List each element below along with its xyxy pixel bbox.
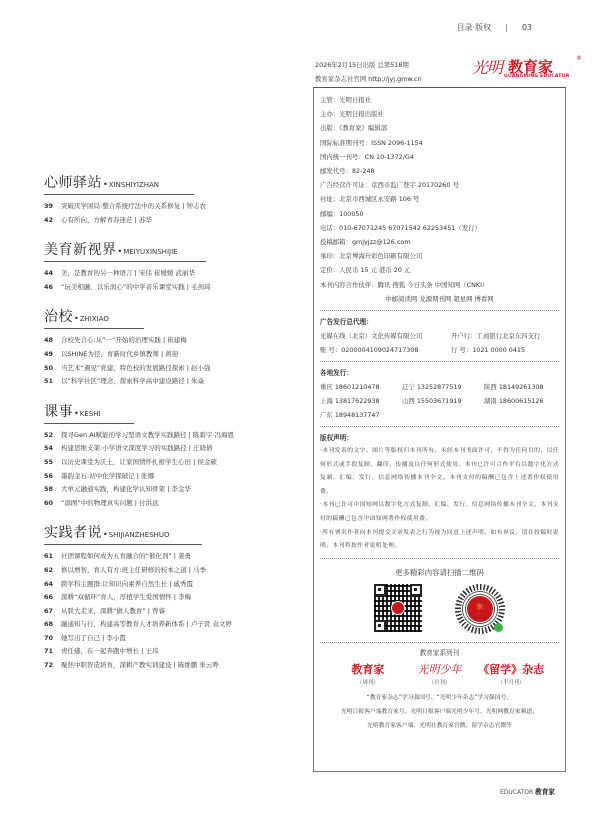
section-pinyin: SHIJIANZHESHUO: [108, 531, 170, 540]
page-number: 39: [44, 202, 54, 210]
section-pinyin: ZHIXIAO: [79, 315, 109, 324]
toc-entry[interactable]: [44, 550, 304, 564]
section-title: 美育新视界: [44, 242, 117, 259]
registered-mark: ®: [576, 55, 582, 62]
page-number: 60: [44, 498, 54, 507]
page-number: 51: [44, 377, 54, 386]
distribution-entry: 山西 15503671919: [402, 397, 462, 406]
page-number: 42: [44, 215, 54, 224]
masthead-line: 广告经营许可证：京西市监广登字 20170260 号: [320, 181, 459, 190]
masthead-line: 投稿邮箱：gmjyjzz@126.com: [320, 238, 411, 247]
page-number: 70: [44, 633, 54, 642]
series-description: “教育家杂志”学习强国号、“光明少年杂志”学习强国号、: [366, 694, 513, 701]
entry-title: “添图”中的物理真实问题 | 付洪远: [61, 498, 159, 507]
toc-entry[interactable]: [44, 214, 304, 228]
series-name: 光明少年: [417, 662, 462, 676]
distribution-block: [320, 366, 559, 422]
logo-script: 光明: [472, 58, 503, 77]
section-title: 课事: [44, 403, 73, 420]
series-description: 光明教育家客户端、光明社教育家官微、留学杂志官微等: [367, 722, 512, 729]
toc-entry[interactable]: [44, 591, 304, 605]
divider: [320, 642, 559, 643]
qr-logo-icon: [391, 601, 405, 615]
page-number: 71: [44, 647, 54, 656]
sun-logo-icon: ☼: [467, 596, 493, 622]
masthead-box: [313, 87, 566, 772]
entry-title: 探寻Gen AI赋能的学习型语文教学实践路径 | 陈碧宇 冯海恩: [61, 430, 234, 439]
section-title: 心师驿站: [44, 175, 102, 191]
page-number: 67: [44, 606, 54, 615]
agent-company: 光媒在线（北京）文化传媒有限公司: [320, 332, 423, 341]
publication-info: [315, 58, 422, 86]
page-number: 56: [44, 471, 54, 480]
masthead-line: 邮发代号：82-248: [320, 167, 375, 176]
toc-entry[interactable]: [44, 470, 304, 484]
running-head-section: 目录·版权: [456, 23, 492, 32]
entry-title: 心有所向，方解青春迷茫 | 苏华: [61, 215, 152, 224]
bullet-dot: •: [74, 408, 79, 418]
toc-entry[interactable]: [44, 334, 304, 348]
footer-english: EDUCATOR: [500, 789, 534, 796]
masthead-line: 国际标准期刊号：ISSN 2096-1154: [320, 138, 423, 147]
series-description: 光明日报客户端教育家号、光明日报客户端光明少年号、光明网教育家频道、: [340, 708, 539, 715]
toc-entry[interactable]: [44, 200, 304, 214]
page-number: 61: [44, 552, 54, 561]
copyright-paragraph: ·本刊发表的文字、图片等版权归本刊所有。未经本刊书面许可，不得为任何目的、以任何形式或手段复制、翻印、传播及以任何形式使用。本刊已许可合作平台以数字化方式复制、汇编、发行、信息网络传播本刊全文。本刊支付的稿酬已包含上述著作权使用费。: [320, 448, 559, 495]
table-of-contents: [44, 172, 304, 685]
page-number: 58: [44, 485, 54, 494]
entry-title: 修以增智，育人有方:班主任研修的校本之道 | 马季: [61, 565, 207, 574]
section-pinyin: MEIYUXINSHIJIE: [123, 248, 178, 257]
series-list: [320, 657, 559, 689]
page-number: 50: [44, 363, 54, 372]
entry-title: “玩美相融、以乐润心”的中学音乐课堂实践 | 毛剑琦: [61, 282, 211, 291]
entry-title: 当艺术“遇见”党建，特色校的发展路径探索 | 赵小强: [61, 363, 211, 372]
running-head: [457, 22, 532, 33]
distribution-entry: 湖南 18600615126: [484, 397, 544, 406]
toc-section-zhixiao: [44, 306, 304, 388]
toc-entry[interactable]: [44, 605, 304, 619]
toc-entry[interactable]: [44, 281, 304, 295]
bullet-dot: •: [103, 180, 108, 189]
qr-codes: [320, 578, 559, 638]
masthead-line: 本刊内容合作伙伴：腾讯 搜狐 今日头条 中国知网（CNKI）: [320, 280, 489, 289]
entry-title: 从联大走来，深耕“做人教育” | 曾睿: [61, 606, 166, 615]
entry-title: 美，是教育的另一种语言 | 宋伟 崔媛媛 武丽华: [61, 269, 195, 278]
distribution-entry: 上海 13817622938: [320, 397, 380, 406]
page-number: 66: [44, 593, 54, 602]
toc-entry[interactable]: [44, 267, 304, 281]
copyright-label: 版权声明：: [320, 434, 353, 443]
entry-title: 融通知与行，构建高等教育人才培养新体系 | 卢子贤 袁文婷: [61, 620, 232, 629]
page-number: 72: [44, 661, 54, 670]
qr-title: 更多精彩内容请扫描二维码: [395, 567, 484, 577]
toc-entry[interactable]: [44, 348, 304, 362]
section-title: 治校: [44, 309, 73, 326]
series-frequency: （月刊）: [428, 679, 451, 686]
masthead-info: [320, 88, 559, 306]
masthead-line: 出版：《教育家》编辑部: [320, 124, 388, 133]
toc-entry[interactable]: [44, 645, 304, 659]
distribution-entry: 陕西 18149261308: [484, 383, 544, 392]
masthead-line: 电话：010-67071245 67071542 62253451（发行）: [320, 223, 481, 232]
copyright-paragraph: ·所有署名作者向本刊提交文章发表之行为视为同意上述声明。如有异议，请在投稿时说明，本刊将按作者说明处理。: [320, 529, 559, 550]
bullet-dot: •: [117, 247, 123, 257]
bullet-dot: •: [74, 314, 79, 324]
partners-line: 中邮阅读网 龙源期刊网 超星网 博看网: [385, 294, 494, 303]
toc-entry[interactable]: [44, 442, 304, 456]
divider: [320, 558, 559, 559]
entry-title: 构建思维支架:小学语文深度学习的实践路径 | 庄晓倩: [61, 444, 213, 453]
issue-line: 2026年2月15日出版 总第518期: [315, 61, 409, 69]
series-frequency: （周刊）: [357, 679, 379, 686]
page-number: 49: [44, 349, 54, 358]
divider: [320, 310, 559, 311]
mini-program-code-icon[interactable]: [455, 584, 505, 634]
entry-title: 聚焦中职智造培育，深耕产教实训建设 | 陈维鹏 朱云晔: [61, 661, 219, 670]
toc-entry[interactable]: [44, 429, 304, 443]
entry-title: 深耕“双循环”育人，厚植学生爱国情怀 | 李梅: [61, 593, 192, 602]
entry-title: 突破厌学困局:整合系统疗法中的关系修复 | 钟志农: [61, 202, 207, 210]
page-number: 46: [44, 282, 54, 291]
agent-bank-number: 行 号：1021 0000 0415: [451, 346, 526, 355]
entry-title: 以SHINE为径，育新时代乡镇教师 | 蒋迎: [61, 349, 179, 358]
entry-title: 社团课程如何成为五育融合的“催化剂” | 姜勇: [61, 552, 192, 561]
distribution-label: 各地发行：: [320, 369, 353, 378]
series-item-youth: [404, 663, 476, 689]
series-item-study-abroad: [475, 663, 547, 689]
qr-finder-icon: [374, 620, 386, 632]
toc-entry[interactable]: [44, 564, 304, 578]
mini-program-badge-icon: [494, 623, 503, 632]
toc-entry[interactable]: [44, 375, 304, 389]
masthead-line: 社址：北京市西城区永安路 106 号: [320, 195, 420, 204]
entry-title: 她写出了自己 | 李小霞: [61, 633, 126, 642]
wechat-qr-code-icon[interactable]: [374, 584, 422, 632]
copyright-paragraph: ·本刊已许可中国知网以数字化方式复制、汇编、发行、信息网络传播本刊全文。本刊支付的稿酬已包含中国知网著作权使用费。: [320, 502, 559, 523]
website-line: 教育家杂志社官网 http://jyj.gmw.cn: [315, 75, 422, 83]
toc-section-xinshiyizhan: [44, 172, 304, 227]
guangming-educator-logo: [472, 55, 582, 85]
masthead-line: 邮编：100050: [320, 209, 364, 218]
page-number: 52: [44, 430, 54, 439]
series-name: 教育家: [351, 662, 385, 676]
page-footer: [500, 786, 555, 796]
page-number: 48: [44, 336, 54, 345]
ad-agent-block: [320, 315, 559, 357]
page-number: 62: [44, 565, 54, 574]
toc-section-keshi: [44, 401, 304, 511]
bullet-dot: •: [103, 530, 108, 540]
section-title: 实践者说: [44, 525, 102, 542]
divider: [320, 426, 559, 427]
distribution-entry: 辽宁 13252877519: [402, 383, 462, 392]
running-head-separator: |: [505, 23, 508, 32]
distribution-entry: 重庆 18601210478: [320, 383, 380, 392]
masthead-line: 承印：北京博海升彩色印刷有限公司: [320, 252, 423, 261]
section-pinyin: XINSHIYIZHAN: [108, 181, 160, 189]
logo-name: 教育家: [508, 58, 554, 76]
masthead-line: 主办：光明日报出版社: [320, 110, 384, 119]
logo-english: GUANGMING EDUCATOR: [504, 74, 570, 79]
toc-section-shijianzheshuo: [44, 522, 304, 672]
toc-entry[interactable]: [44, 497, 304, 511]
toc-entry[interactable]: [44, 578, 304, 592]
entry-title: 墨韵金石:初中化学探破记 | 张娜: [61, 471, 155, 480]
toc-entry[interactable]: [44, 483, 304, 497]
page-number: 44: [44, 269, 54, 278]
masthead-line: 主管：光明日报社: [320, 96, 372, 104]
page-number: 54: [44, 444, 54, 453]
toc-entry[interactable]: [44, 632, 304, 646]
ad-agent-label: 广告发行总代理：: [320, 318, 373, 327]
copyright-block: [320, 431, 559, 554]
agent-bank: 开户行：工商银行北京东四支行: [451, 332, 541, 341]
agent-account: 账 号：0200004109024717308: [320, 346, 419, 355]
toc-entry[interactable]: [44, 618, 304, 632]
entry-title: 大单元融通实践，构建化学认知骨架 | 李金华: [61, 485, 191, 494]
entry-title: 责任感，在一起奔跑中增长 | 王玮: [61, 647, 159, 656]
distribution-entry: 广东 18948137747: [320, 411, 380, 420]
toc-entry[interactable]: [44, 362, 304, 376]
section-pinyin: KESHI: [79, 409, 101, 418]
toc-entry[interactable]: [44, 659, 304, 673]
entry-title: 以历史课堂为沃土，让家国情怀扎根学生心田 | 侯金硕: [61, 457, 217, 466]
qr-finder-icon: [410, 584, 422, 596]
footer-chinese: 教育家: [535, 788, 555, 796]
series-title: 教育家系列刊: [419, 648, 460, 657]
entry-title: 合校先合心:从“一”开始的治理实践 | 崔建梅: [61, 336, 187, 345]
series-item-educator: [332, 663, 404, 689]
page-number: 64: [44, 579, 54, 588]
entry-title: 跨学科主题群:让知识向素养自然生长 | 戚秀霞: [61, 579, 194, 588]
entry-title: 以“科学社区”理念，探索科学高中建设路径 | 朱焱: [61, 377, 205, 386]
page-number: 03: [521, 23, 532, 32]
masthead-line: 国内统一刊号：CN 10-1372/G4: [320, 152, 414, 161]
series-frequency: （半月刊）: [497, 679, 525, 686]
toc-entry[interactable]: [44, 456, 304, 470]
toc-section-meiyuxinshijie: [44, 239, 304, 294]
series-name: 《留学》杂志: [478, 662, 545, 676]
page-number: 68: [44, 620, 54, 629]
page-number: 55: [44, 457, 54, 466]
divider: [320, 361, 559, 362]
qr-finder-icon: [374, 584, 386, 596]
masthead-line: 定价：人民币 15 元 港币 20 元: [320, 266, 411, 275]
